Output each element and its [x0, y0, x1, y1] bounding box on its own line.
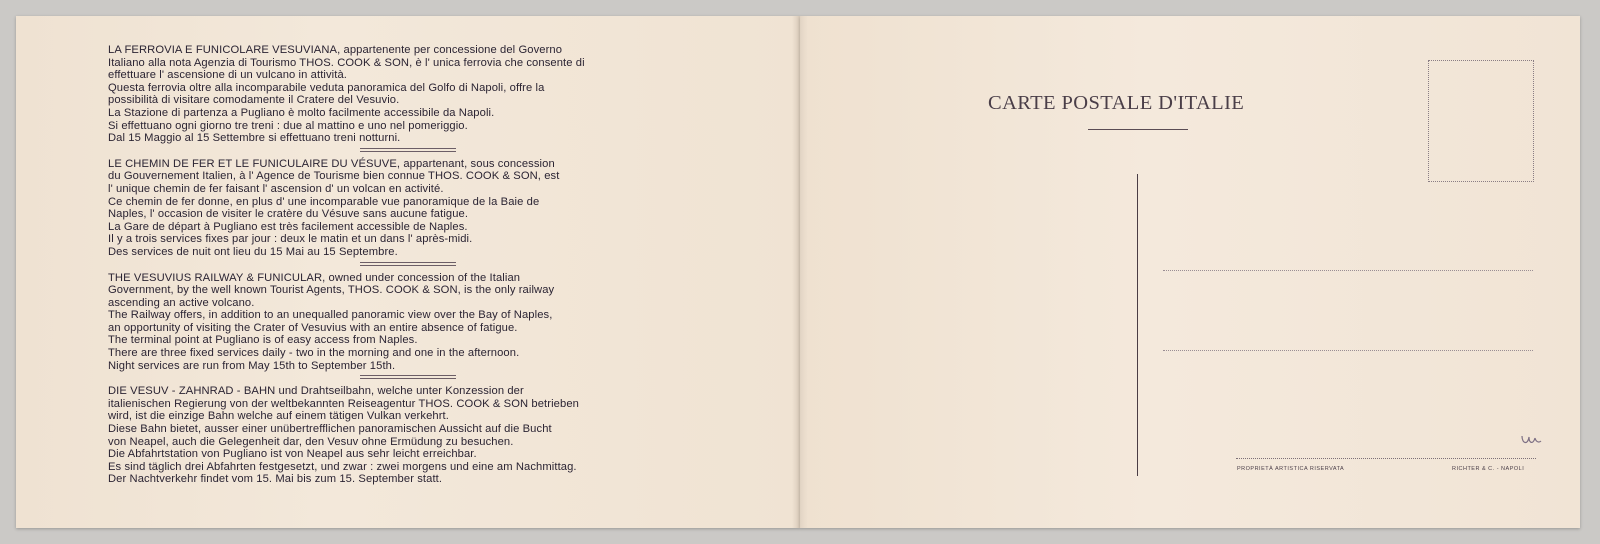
text-line: La Stazione di partenza a Pugliano è molto facilmente accessibile da Napoli. — [108, 106, 495, 119]
text-line: There are three fixed services daily - two in the morning and one in the afternoon. — [108, 347, 520, 360]
center-divider — [1137, 174, 1138, 476]
text-line: Si effettuano ogni giorno tre treni : due al mattino e uno nel pomeriggio. — [108, 119, 468, 132]
text-line: Ce chemin de fer donne, en plus d' une incomparable vue panoramique de la Baie de — [108, 195, 540, 208]
text-line: Naples, l' occasion de visiter le cratère du Vésuve sans aucune fatigue. — [108, 208, 469, 221]
text-line: The terminal point at Pugliano is of easy access from Naples. — [108, 334, 418, 347]
text-line: ascending an active volcano. — [108, 296, 255, 309]
footer-rule — [1236, 458, 1536, 459]
text-line: Night services are run from May 15th to September 15th. — [108, 359, 396, 372]
text-line: Il y a trois services fixes par jour : deux le matin et un dans l' après-midi. — [108, 233, 473, 246]
section-divider — [108, 262, 708, 268]
text-line: THE VESUVIUS RAILWAY & FUNICULAR, owned under concession of the Italian — [108, 271, 521, 284]
text-line: LE CHEMIN DE FER ET LE FUNICULAIRE DU VÉSUVE, appartenant, sous concession — [108, 157, 555, 170]
section-german — [108, 385, 708, 486]
text-line: Diese Bahn bietet, ausser einer unübertrefflichen panoramischen Aussicht auf die Bucht — [108, 423, 552, 436]
text-line: italienischen Regierung von der weltbekannten Reiseagentur THOS. COOK & SON betrieben — [108, 397, 579, 410]
text-line: DIE VESUV - ZAHNRAD - BAHN und Drahtseilbahn, welche unter Konzession der — [108, 385, 524, 398]
heading-underline — [1088, 129, 1188, 130]
footer-publisher: RICHTER & C. - NAPOLI — [1452, 466, 1525, 472]
section-italian — [108, 44, 708, 145]
text-line: possibilità di visitare comodamente il Cratere del Vesuvio. — [108, 94, 400, 107]
stamp-box — [1428, 60, 1534, 182]
text-line: The Railway offers, in addition to an unequalled panoramic view over the Bay of Naples, — [108, 309, 553, 322]
footer-copyright: PROPRIETÀ ARTISTICA RISERVATA — [1237, 466, 1345, 472]
address-line — [1163, 350, 1533, 351]
text-line: La Gare de départ à Pugliano est très facilement accessible de Naples. — [108, 220, 468, 233]
address-line — [1163, 270, 1533, 271]
text-line: Der Nachtverkehr findet vom 15. Mai bis zum 15. September statt. — [108, 473, 443, 486]
text-line: du Gouvernement Italien, à l' Agence de Tourisme bien connue THOS. COOK & SON, est — [108, 170, 560, 183]
section-divider — [108, 148, 708, 154]
postcard-heading: CARTE POSTALE D'ITALIE — [988, 92, 1245, 114]
text-line: an opportunity of visiting the Crater of Vesuvius with an entire absence of fatigue. — [108, 321, 518, 334]
text-line: Des services de nuit ont lieu du 15 Mai au 15 Septembre. — [108, 245, 398, 258]
text-line: Dal 15 Maggio al 15 Settembre si effettuano treni notturni. — [108, 132, 401, 145]
text-line: Es sind täglich drei Abfahrten festgesetzt, und zwar : zwei morgens und eine am Nachmittag. — [108, 460, 577, 473]
text-line: effettuare l' ascensione di un vulcano in attività. — [108, 69, 348, 82]
text-line: Die Abfahrtstation von Pugliano ist von Neapel aus sehr leicht erreichbar. — [108, 448, 477, 461]
section-divider — [108, 375, 708, 381]
pencil-mark-icon — [1520, 432, 1542, 448]
description-text — [108, 44, 708, 486]
text-line: von Neapel, auch die Gelegenheit dar, den Vesuv ohne Ermüdung zu besuchen. — [108, 435, 514, 448]
section-english — [108, 272, 708, 373]
text-line: Questa ferrovia oltre alla incomparabile veduta panoramica del Golfo di Napoli, offre la — [108, 81, 545, 94]
text-line: l' unique chemin de fer faisant l' ascension d' un volcan en activité. — [108, 182, 444, 195]
text-line: Government, by the well known Tourist Agents, THOS. COOK & SON, is the only railway — [108, 284, 555, 297]
card-fold — [792, 16, 808, 528]
text-line: wird, ist die einzige Bahn welche auf einem tätigen Vulkan verkehrt. — [108, 410, 449, 423]
text-line: LA FERROVIA E FUNICOLARE VESUVIANA, appartenente per concessione del Governo — [108, 44, 563, 56]
section-french — [108, 158, 708, 259]
text-line: Italiano alla nota Agenzia di Tourismo THOS. COOK & SON, è l' unica ferrovia che consente di — [108, 56, 585, 69]
